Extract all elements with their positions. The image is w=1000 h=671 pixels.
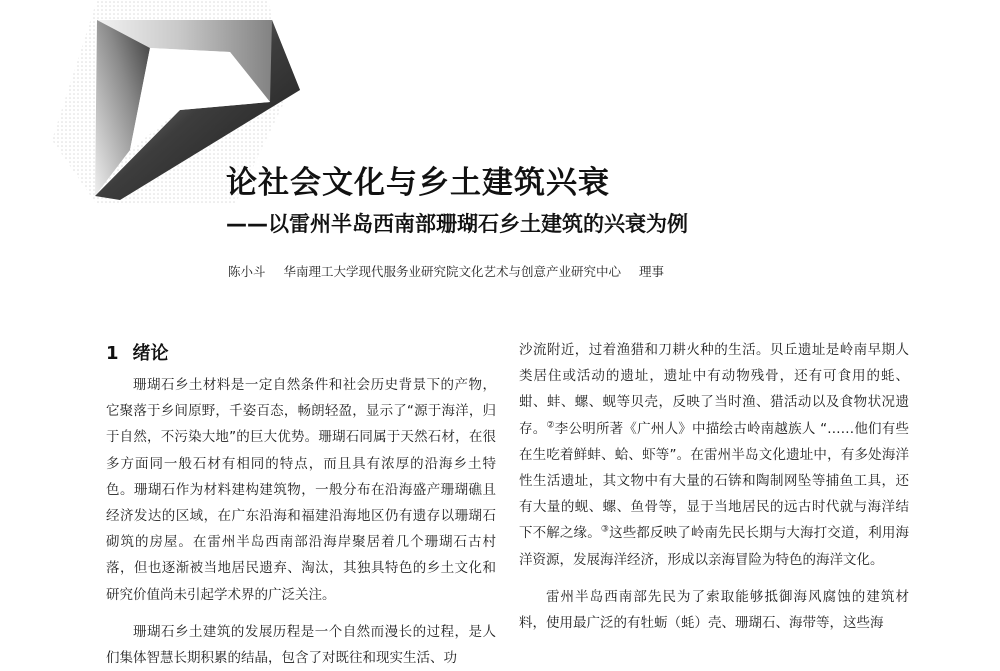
right-column [519,337,909,636]
article-subtitle: ——以雷州半岛西南部珊瑚石乡土建筑的兴衰为例 [226,212,688,236]
body-paragraph [519,337,909,573]
author-line [228,262,678,280]
section-heading [106,339,169,365]
paragraph-text: 这些都反映了岭南先民长期与大海打交道，利用海洋资源，发展海洋经济，形成以亲海冒险为特色的海洋文化。 [519,525,910,568]
author-name: 陈小斗 [228,264,266,279]
body-paragraph: 雷州半岛西南部先民为了索取能够抵御海风腐蚀的建筑材料，使用最广泛的有牡蛎（蚝）壳、珊瑚石、海带等，这些海 [519,588,909,632]
body-paragraph: 珊瑚石乡土建筑的发展历程是一个自然而漫长的过程，是人们集体智慧长期积累的结晶，包含了对既往和现实生活、功 [106,623,496,667]
paragraph-text: 李公明所著《广州人》中描绘古岭南越族人 “……他们有些在生吃着鲜蚌、蛤、虾等”。在雷州半岛文化遗址中，有多处海洋性生活遗址，其文物中有大量的石锛和陶制网坠等捕鱼工具，还有大量的蚬、螺、鱼骨等，显于当地居民的远古时代就与海洋结下不解之缘。 [519,420,909,542]
footnote-marker[interactable]: ③ [600,524,610,535]
left-column [106,372,496,671]
footnote-marker[interactable]: ② [546,420,555,431]
section-title: 绪论 [132,343,169,364]
paragraph-text: 沙流附近，过着渔猎和刀耕火种的生活。贝丘遗址是岭南早期人类居住或活动的遗址，遗址中有动物残骨，还有可食用的蚝、蚶、蚌、螺、蚬等贝壳，反映了当时渔、猎活动以及食物状况遗存。 [519,342,909,437]
article-title: 论社会文化与乡土建筑兴衰 [226,165,610,201]
section-number: 1 [106,343,119,364]
body-paragraph: 珊瑚石乡土材料是一定自然条件和社会历史背景下的产物，它聚落于乡间原野，千姿百态，畅朗轻盈，显示了“源于海洋，归于自然，不污染大地”的巨大优势。珊瑚石同属于天然石材，在很多方面同一般石材有相同的特点，而且具有浓厚的沿海乡土特色。珊瑚石作为材料建构建筑物，一般分布在沿海盛产珊瑚礁且经济发达的区域，在广东沿海和福建沿海地区仍有遗存以珊瑚石砌筑的房屋。在雷州半岛西南部沿海岸聚居着几个珊瑚石古村落，但也逐渐被当地居民遗弃、淘汰，其独具特色的乡土文化和研究价值尚未引起学术界的广泛关注。 [106,377,496,603]
author-affiliation: 华南理工大学现代服务业研究院文化艺术与创意产业研究中心 [283,264,622,279]
author-role: 理事 [639,264,665,279]
